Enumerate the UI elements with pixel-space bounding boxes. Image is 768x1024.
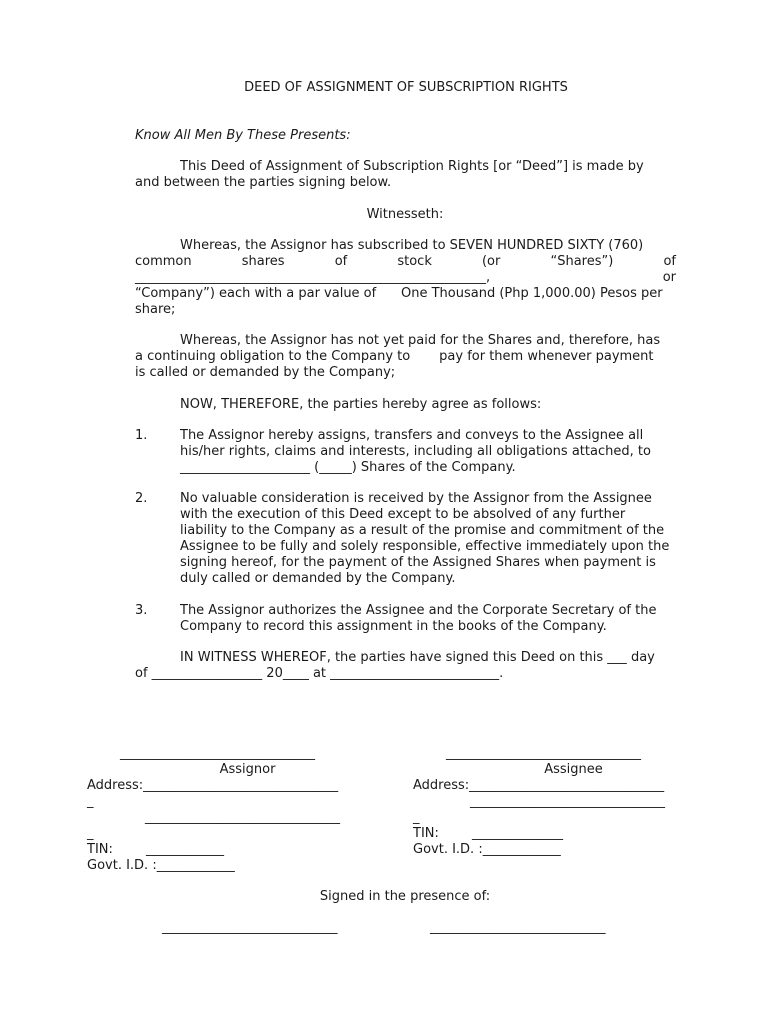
assignor-tin: TIN: ____________	[87, 842, 224, 857]
witness-signature-line: ___________________________	[162, 920, 338, 935]
intro-line-1: This Deed of Assignment of Subscription Rights [or “Deed”] is made by	[180, 159, 644, 174]
whereas1-line-4: “Company”) each with a par value of One Thousand (Php 1,000.00) Pesos per	[135, 286, 663, 301]
assignor-address: Address:______________________________	[87, 778, 339, 793]
item-line: duly called or demanded by the Company.	[180, 571, 456, 586]
assignor-address-cont: _	[87, 794, 94, 809]
word: shares	[241, 254, 285, 269]
whereas1-line-5: share;	[135, 302, 176, 317]
company-name-blank: ______________________________________________________,	[135, 270, 491, 285]
witness-line-2: of _________________ 20____ at __________________________.	[135, 666, 504, 681]
word: of	[663, 254, 676, 269]
whereas1-line-2	[135, 254, 676, 270]
now-therefore: NOW, THEREFORE, the parties hereby agree as follows:	[180, 397, 542, 412]
item-number: 3.	[135, 603, 148, 618]
item-line: signing hereof, for the payment of the Assigned Shares when payment is	[180, 555, 656, 570]
witness-signature-line: ___________________________	[430, 920, 606, 935]
word: common	[135, 254, 192, 269]
word: of	[334, 254, 348, 269]
item-line: his/her rights, claims and interests, including all obligations attached, to	[180, 444, 651, 459]
whereas2-line-1: Whereas, the Assignor has not yet paid for the Shares and, therefore, has	[180, 333, 661, 348]
whereas1-line-1: Whereas, the Assignor has subscribed to SEVEN HUNDRED SIXTY (760)	[180, 238, 644, 253]
assignor-address-line-2: ______________________________	[145, 810, 340, 825]
item-line: No valuable consideration is received by the Assignor from the Assignee	[180, 491, 652, 506]
assignor-govt-id: Govt. I.D. :____________	[87, 858, 235, 873]
assignee-signature-line: ______________________________	[446, 746, 641, 761]
assignee-address-cont: _	[413, 810, 420, 825]
intro-line-2: and between the parties signing below.	[135, 175, 392, 190]
item-line: The Assignor hereby assigns, transfers and conveys to the Assignee all	[180, 428, 644, 443]
assignee-label: Assignee	[544, 762, 603, 777]
assignee-govt-id: Govt. I.D. :____________	[413, 842, 561, 857]
word: “Shares”)	[550, 254, 614, 269]
assignee-address: Address:______________________________	[413, 778, 665, 793]
whereas1-line-3	[135, 270, 676, 286]
assignee-tin: TIN: ______________	[413, 826, 563, 841]
item-line: liability to the Company as a result of the promise and commitment of the	[180, 523, 665, 538]
item-line: The Assignor authorizes the Assignee and the Corporate Secretary of the	[180, 603, 657, 618]
whereas2-line-2: a continuing obligation to the Company to pay for them whenever payment	[135, 349, 654, 364]
word: stock	[397, 254, 432, 269]
item-line: ____________________ (_____) Shares of the Company.	[180, 460, 516, 475]
assignor-signature-line: ______________________________	[120, 746, 315, 761]
item-line: with the execution of this Deed except to be absolved of any further	[180, 507, 626, 522]
presence-heading: Signed in the presence of:	[319, 889, 491, 904]
assignor-label: Assignor	[219, 762, 276, 777]
assignor-address-cont: _	[87, 826, 94, 841]
witness-line-1: IN WITNESS WHEREOF, the parties have signed this Deed on this ___ day	[180, 650, 655, 665]
document-title: DEED OF ASSIGNMENT OF SUBSCRIPTION RIGHTS	[244, 80, 568, 95]
item-line: Company to record this assignment in the books of the Company.	[180, 619, 607, 634]
assignee-address-line-2: ______________________________	[470, 794, 665, 809]
salutation: Know All Men By These Presents:	[135, 128, 351, 143]
item-line: Assignee to be fully and solely responsible, effective immediately upon the	[180, 539, 670, 554]
whereas2-line-3: is called or demanded by the Company;	[135, 365, 396, 380]
word: (or	[481, 254, 501, 269]
item-number: 2.	[135, 491, 148, 506]
word: or	[662, 270, 676, 285]
witnesseth-heading: Witnesseth:	[366, 207, 444, 222]
item-number: 1.	[135, 428, 148, 443]
